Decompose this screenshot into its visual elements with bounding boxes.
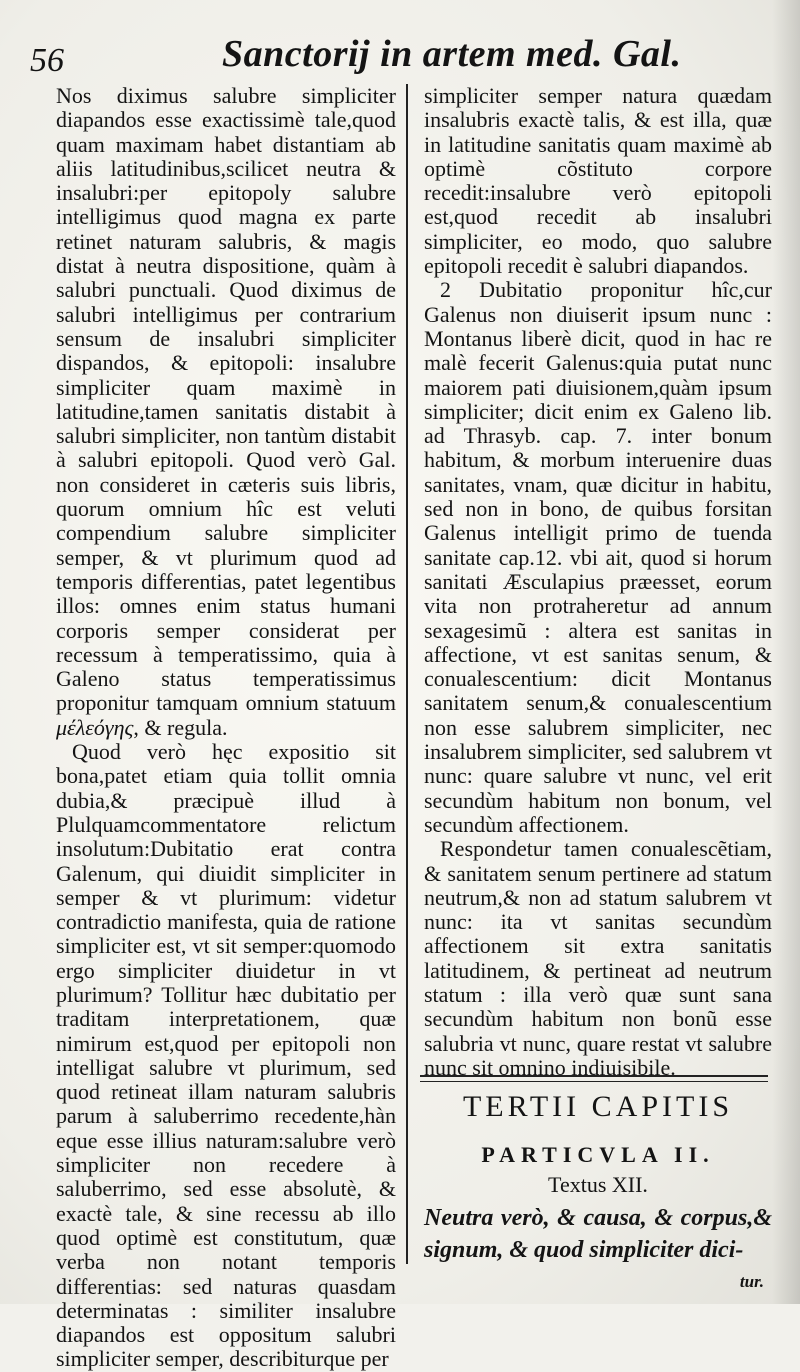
section-title: TERTII CAPITIS	[462, 1090, 733, 1123]
page-edge-shadow	[772, 0, 800, 1304]
greek-tail: , & regula.	[133, 714, 228, 740]
column-divider	[406, 84, 408, 1264]
left-paragraph-2: Quod verò hęc expositio sit bona,patet etiam quia tollit omnia dubia,& præcipuè illud à Plulquamcommentatore relictum insolutum:Dubitatio erat contra Galenum, qui diuidit simpliciter in semper & vt plurimum: videtur contradictio manifesta, quia de ratione simpliciter est, vt sit semper:quomodo ergo simpliciter diuidetur in vt plurimum? Tollitur hæc dubitatio per traditam interpretationem, quæ nimirum est,quod per epitopoli non intelligat salubre vt plurimum, sed quod retineat illam naturam salubris parum à saluberrimo recedente,hàn eque esse illius naturam:salubre verò simpliciter non recedere à saluberrimo, sed esse absolutè, & exactè tale, & sine recessu ab illo quod optimè est constitutum, quæ verba non notant temporis differentias: sed naturas quasdam determinatas : similiter insalubre diapandos est oppositum salubri simpliciter semper, describiturque per	[56, 739, 396, 1372]
section-rule	[420, 1075, 768, 1082]
right-paragraph-2: 2 Dubitatio proponitur hîc,cur Galenus non diuiserit ipsum nunc : Montanus liberè dicit, quod in hac re malè fecerit Galenus:quia putat nunc maiorem pati diuisionem,quàm ipsum simpliciter; dicit enim ex Galeno lib. ad Thrasyb. cap. 7. inter bonum habitum, & morbum interuenire duas sanitates, vnam, quæ dicitur in habitu, sed non in bono, de quibus forsitan Galenus intelligit primo de tuenda sanitate cap.12. vbi ait, quod si horum sanitati Æsculapius præesset, eorum vita non protraheretur ad annum sexagesimũ : altera est sanitas in affectione, vt est sanitas senum, & conualescentium: dicit Montanus sanitatem senum,& conualescentium non esse salubrem simpliciter, nec insalubrem simpliciter, sed salubrem vt nunc: quare salubre vt nunc, vel erit secundùm habitum non bonum, vel secundùm affectionem.	[424, 277, 772, 837]
left-column	[56, 84, 396, 1372]
right-column	[424, 84, 772, 1080]
page-number: 56	[30, 42, 64, 79]
left-paragraph-1-text: Nos diximus salubre simpliciter diapandos esse exactissimè tale,quod quam maximam habet distantiam ab aliis latitudinibus,scilicet neutra & insalubri:per epitopoly salubre intelligimus quod magna ex parte retinet naturam salubris, & magis distat à neutra dispositione, quàm à salubri punctuali. Quod diximus de salubri intelligimus per contrarium sensum de insalubri simpliciter dispandos, & epitopoli: insalubre simpliciter quam maximè in latitudine,tamen sanitatis distabit à salubri simpliciter, non tantùm distabit à salubri epitopoli. Quod verò Gal. non consideret in cæteris suis libris, quorum omnium hîc est veluti compendium salubre simpliciter semper, & vt plurimum quod ad temporis differentias, patet legentibus illos: omnes enim status humani corporis semper considerat per recessum à temperatissimo, quia à Galeno status temperatissimus proponitur tamquam omnium statuum	[56, 83, 396, 716]
lemma-text: Neutra verò, & causa, & corpus,& signum, & quod simpliciter dici-	[424, 1205, 772, 1263]
catchword: tur.	[739, 1272, 764, 1291]
left-paragraph-1	[56, 84, 396, 740]
right-paragraph-1: simpliciter semper natura quædam insalubris exactè talis, & est illa, quæ in latitudine sanitatis quam maximè ab optimè cõstituto corpore recedit:insalubre verò epitopoli est,quod recedit ab insalubri simpliciter, eo modo, quo salubre epitopoli recedit è salubri diapandos.	[424, 83, 772, 279]
running-head: Sanctorij in artem med. Gal.	[222, 33, 682, 75]
greek-word: μέλεόγης	[56, 714, 134, 740]
section-textus: Textus XII.	[548, 1172, 648, 1197]
section-subtitle: PARTICVLA II.	[481, 1142, 715, 1167]
right-paragraph-3: Respondetur tamen conualescẽtiam, & sanitatem senum pertinere ad statum neutrum,& non ad statum salubrem vt nunc: ita vt sanitas secundùm affectionem sit extra sanitatis latitudinem, & pertineat ad neutrum statum : illa verò quæ sunt sana secundùm habitum non bonũ esse salubria vt nunc, quare restat vt salubre nunc sit omnino indiuisibile.	[424, 836, 772, 1080]
